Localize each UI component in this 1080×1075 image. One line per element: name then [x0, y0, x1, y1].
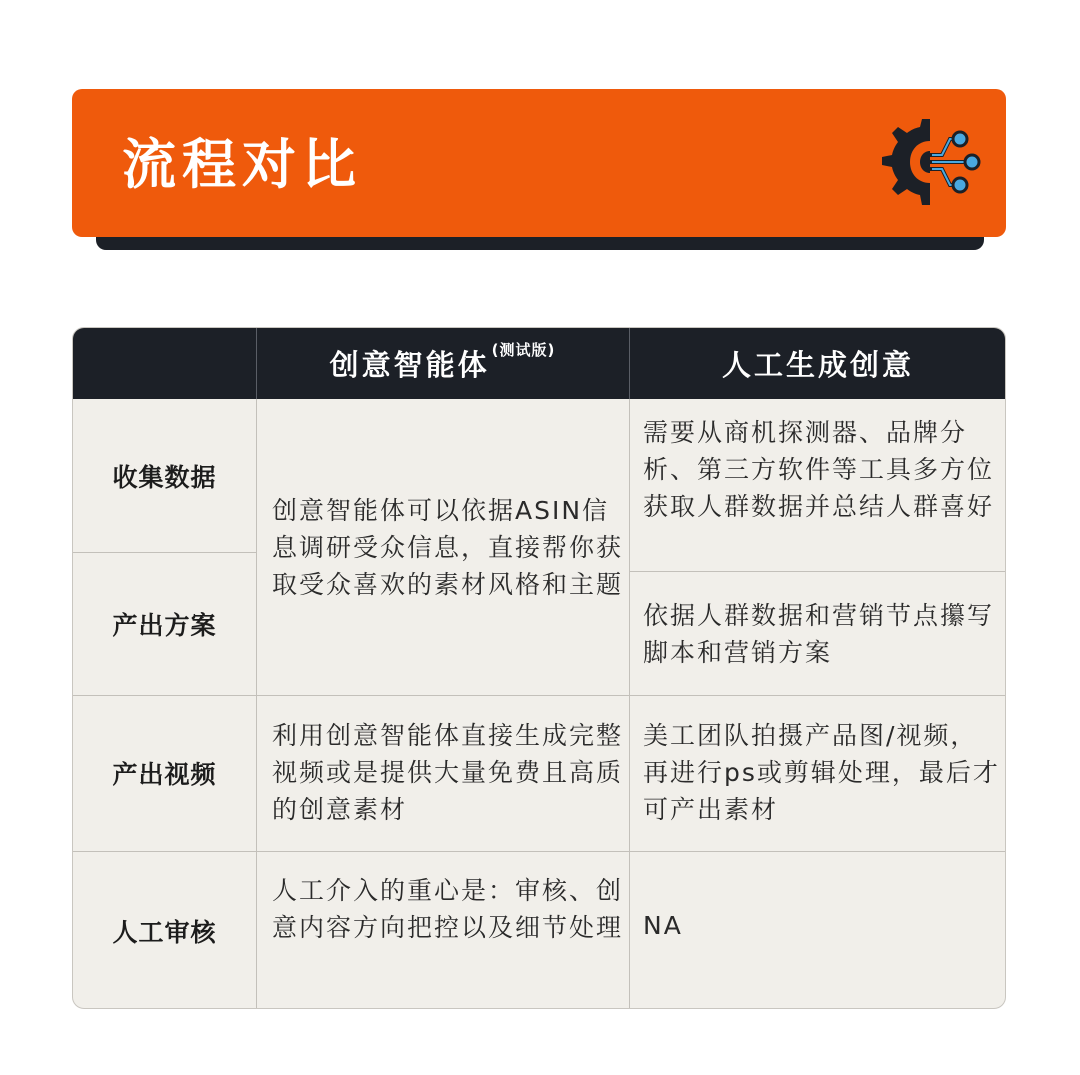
title-banner [72, 89, 1006, 237]
divider [256, 328, 257, 399]
header-ai-label: 创意智能体 [329, 348, 490, 382]
header-empty [73, 328, 256, 399]
divider [629, 328, 630, 399]
manual-cell-collect: 需要从商机探测器、品牌分析、第三方软件等工具多方位获取人群数据并总结人群喜好 [643, 418, 995, 521]
row-label: 收集数据 [112, 462, 217, 492]
row-label: 产出方案 [112, 610, 217, 640]
divider [629, 571, 1006, 572]
ai-cell-video: 利用创意智能体直接生成完整视频或是提供大量免费且高质的创意素材 [272, 721, 624, 824]
divider [629, 399, 630, 1009]
table-header [73, 328, 1006, 399]
row-label: 人工审核 [112, 917, 217, 947]
manual-cell-review: NA [643, 911, 683, 940]
row-label: 产出视频 [112, 760, 217, 789]
ai-cell-review: 人工介入的重心是：审核、创意内容方向把控以及细节处理 [272, 876, 624, 942]
comparison-table [72, 327, 1006, 1009]
page-title: 流程对比 [122, 133, 362, 196]
manual-cell-plan: 依据人群数据和营销节点攥写脚本和营销方案 [643, 601, 995, 667]
header-ai [256, 328, 629, 399]
divider [256, 399, 257, 1009]
header-manual: 人工生成创意 [721, 348, 914, 382]
manual-cell-video: 美工团队拍摄产品图/视频，再进行ps或剪辑处理，最后才可产出素材 [643, 721, 1000, 824]
header-ai-note: (测试版) [491, 341, 556, 359]
ai-cell-collect-plan: 创意智能体可以依据ASIN信息调研受众信息，直接帮你获取受众喜欢的素材风格和主题 [272, 496, 624, 599]
gear-circuit-icon [872, 107, 982, 217]
